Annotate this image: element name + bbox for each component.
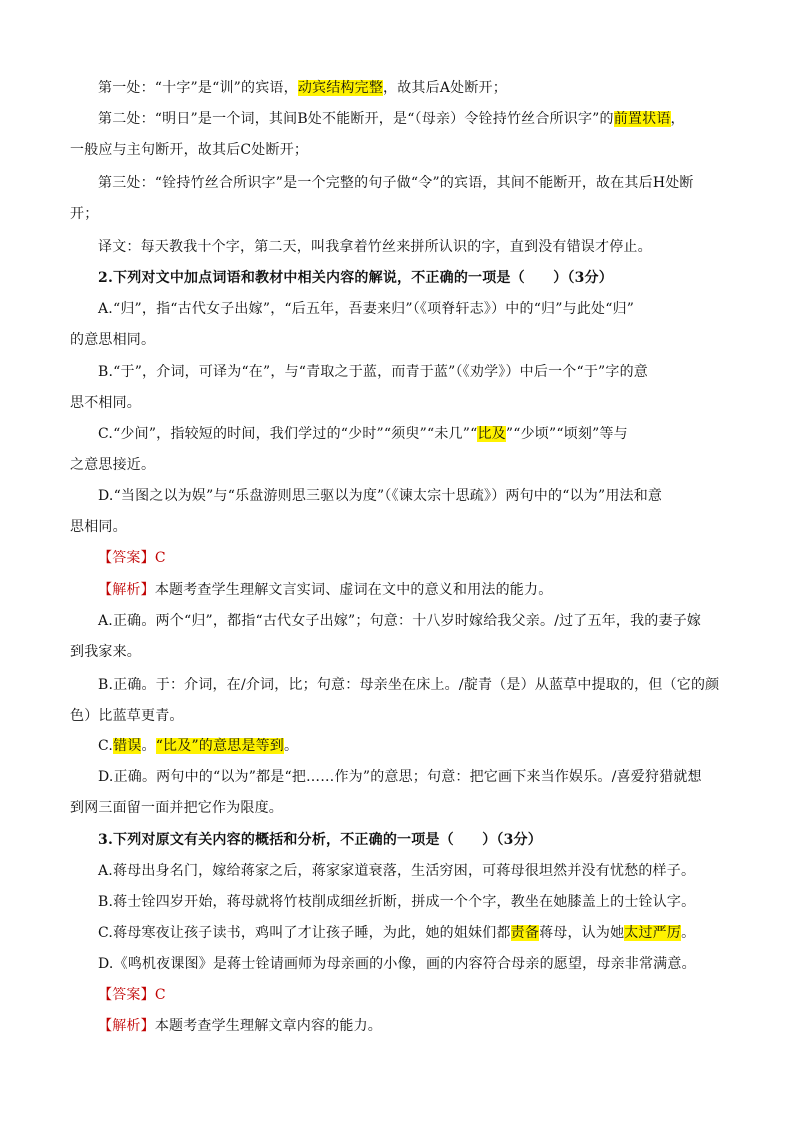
analysis-2c [70,731,726,762]
answer-value: C [154,550,166,566]
highlight: 比及 [477,426,506,442]
option-2c-cont: 之意思接近。 [70,457,156,473]
paragraph-third-cont: 开； [70,206,99,222]
option-2a-cont: 的意思相同。 [70,332,156,348]
answer-3 [70,980,726,1011]
option-2b-cont: 思不相同。 [70,395,141,411]
analysis-2d-cont: 到网三面留一面并把它作为限度。 [70,800,283,816]
text: 蒋母，认为她 [539,925,625,941]
option-2d-cont: 思相同。 [70,519,127,535]
text: 第二处：“明日”是一个词，其间B处不能断开，是“（母亲）令铨持竹丝合所识字”的 [98,111,614,127]
paragraph-third: 第三处：“铨持竹丝合所识字”是一个完整的句子做“令”的宾语，其间不能断开，故在其后H处断 [98,175,694,191]
question-3: 3.下列对原文有关内容的概括和分析，不正确的一项是（ ）（3分） [98,832,542,848]
option-2d: D.“当图之以为娱”与“乐盘游则思三驱以为度”（《谏太宗十思疏》）两句中的“以为”用法和意 [98,488,663,504]
option-2b: B.“于”，介词，可译为“在”，与“青取之于蓝，而青于蓝”（《劝学》）中后一个“于”字的意 [98,364,648,380]
analysis-tag: 【解析】 [98,1018,155,1034]
option-3d: D.《鸣机夜课图》是蒋士铨请画师为母亲画的小像，画的内容符合母亲的愿望，母亲非常满意。 [98,956,696,972]
highlight: “比及”的意思是等到 [155,738,285,754]
question-2: 2.下列对文中加点词语和教材中相关内容的解说，不正确的一项是（ ）（3分） [98,270,613,286]
text: ，故其后A处断开； [383,80,507,96]
analysis-3 [70,1011,726,1042]
analysis-2b-cont: 色）比蓝草更青。 [70,708,184,724]
text: 第一处：“十字”是“训”的宾语， [98,80,298,96]
analysis-2a: A.正确。两个“归”，都指“古代女子出嫁”；句意：十八岁时嫁给我父亲。/过了五年，我的妻子嫁 [98,613,702,629]
translation: 译文：每天教我十个字，第二天，叫我拿着竹丝来拼所认识的字，直到没有错误才停止。 [98,239,652,255]
analysis-2a-cont: 到我家来。 [70,644,141,660]
highlight: 错误 [113,738,142,754]
text: 。 [141,738,156,754]
analysis-2d: D.正确。两句中的“以为”都是“把……作为”的意思；句意：把它画下来当作娱乐。/喜爱狩猎就想 [98,769,702,785]
option-2c [70,419,726,450]
text: ”“少顷”“顷刻”等与 [505,426,628,442]
highlight: 动宾结构完整 [297,80,384,96]
text: C. [98,738,114,754]
highlight: 太过严厉 [624,925,682,941]
answer-tag: 【答案】 [98,550,155,566]
analysis-text: 本题考查学生理解文章内容的能力。 [154,1018,383,1034]
analysis-text: 本题考查学生理解文言实词、虚词在文中的意义和用法的能力。 [154,582,553,598]
paragraph-second [70,104,726,135]
paragraph-first [70,73,726,104]
text: C.蒋母寒夜让孩子读书，鸡叫了才让孩子睡，为此，她的姐妹们都 [98,925,511,941]
analysis-2b: B.正确。于：介词，在/介词，比；句意：母亲坐在床上。/靛青（是）从蓝草中提取的，但（它的颜 [98,677,720,693]
paragraph-second-cont: 一般应与主句断开，故其后C处断开； [70,142,309,158]
text: 。 [681,925,696,941]
highlight: 责备 [510,925,540,941]
highlight: 前置状语 [613,111,671,127]
option-3b: B.蒋士铨四岁开始，蒋母就将竹枝削成细丝折断，拼成一个个字，教坐在她膝盖上的士铨认字。 [98,894,696,910]
option-3c [70,918,726,949]
answer-tag: 【答案】 [98,987,155,1003]
analysis-tag: 【解析】 [98,582,155,598]
text: C.“少间”，指较短的时间，我们学过的“少时”“须臾”“未几”“ [98,426,478,442]
answer-value: C [154,987,166,1003]
analysis-2 [70,575,726,606]
answer-2 [70,543,726,574]
option-2a: A.“归”，指“古代女子出嫁”，“后五年，吾妻来归”（《项脊轩志》）中的“归”与此处“归” [98,301,635,317]
text: 。 [284,738,299,754]
text: ， [670,111,685,127]
option-3a: A.蒋母出身名门，嫁给蒋家之后，蒋家家道衰落，生活穷困，可蒋母很坦然并没有忧愁的样子。 [98,863,696,879]
